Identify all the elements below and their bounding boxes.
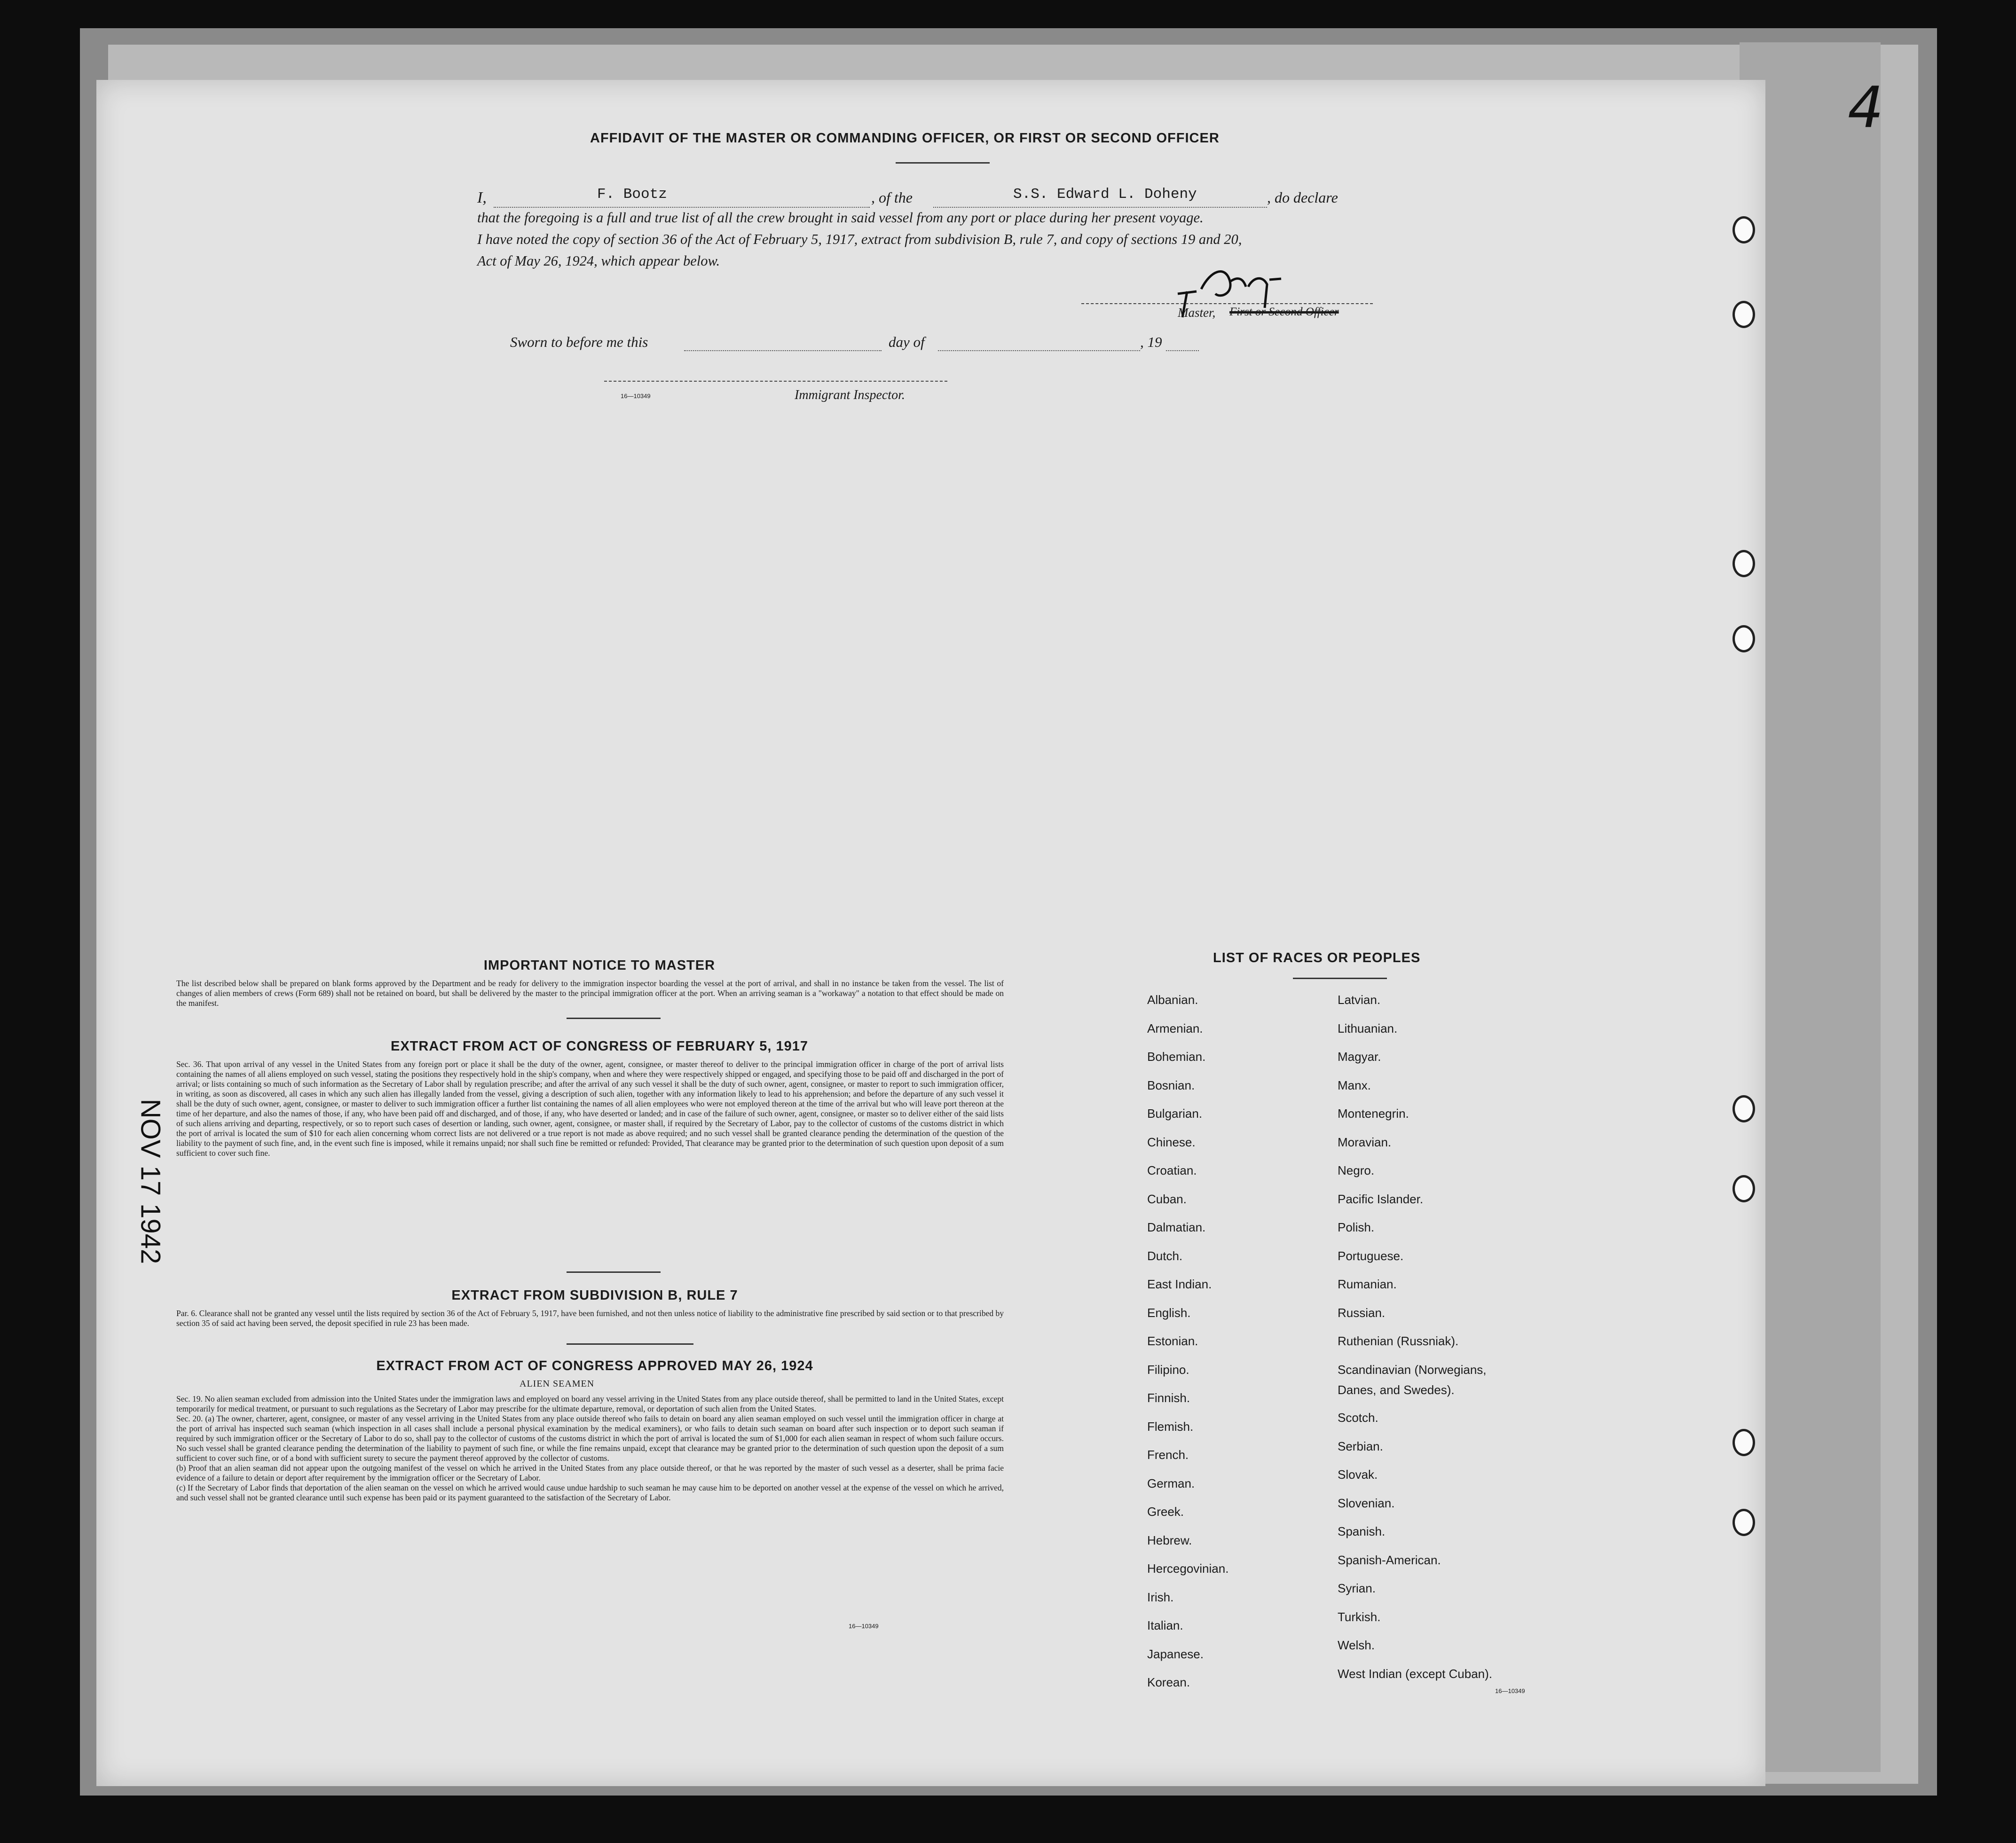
race-item: Bosnian. [1147, 1078, 1195, 1092]
sec-19-text: Sec. 19. No alien seaman excluded from admission into the United States under the immigration laws and employed on board any vessel arriving in the United States from any place outside thereof, shall be permitted to land in the United States, except temporarily for medical treatment, or pursuant to such regulations as the Secretary of Labor may prescribe for the ultimate departure, removal, or deportation of such alien from the United States. [176, 1394, 1004, 1413]
race-item: Russian. [1338, 1305, 1386, 1320]
race-item: Korean. [1147, 1675, 1190, 1689]
inspector-line [604, 381, 947, 382]
race-item: Ruthenian (Russniak). [1338, 1334, 1459, 1348]
inspector-label: Immigrant Inspector. [795, 388, 905, 402]
binder-hole [1732, 550, 1755, 577]
race-item: French. [1147, 1448, 1189, 1462]
race-item: East Indian. [1147, 1277, 1212, 1291]
race-item: Polish. [1338, 1220, 1375, 1234]
extract-1924-subtitle: ALIEN SEAMEN [520, 1379, 595, 1389]
binder-hole [1732, 1509, 1755, 1536]
binder-hole [1732, 625, 1755, 652]
race-item: Armenian. [1147, 1021, 1203, 1035]
race-item: West Indian (except Cuban). [1338, 1666, 1493, 1681]
race-item: Bohemian. [1147, 1050, 1206, 1064]
sworn-day-line [684, 350, 882, 351]
race-item: Moravian. [1338, 1135, 1392, 1149]
binder-hole [1732, 216, 1755, 243]
extract-1924-text [176, 1394, 1004, 1503]
race-item: Turkish. [1338, 1609, 1381, 1624]
race-item: Slovenian. [1338, 1496, 1395, 1510]
race-item: Magyar. [1338, 1050, 1381, 1064]
binder-hole [1732, 1175, 1755, 1202]
name-line [494, 207, 870, 208]
race-item: Italian. [1147, 1618, 1183, 1632]
race-item: Syrian. [1338, 1581, 1376, 1595]
extract-1917-rule [567, 1271, 661, 1273]
race-scandinavian-continued: Danes, and Swedes). [1338, 1383, 1455, 1397]
races-form-number: 16—10349 [1495, 1687, 1525, 1694]
race-item: Portuguese. [1338, 1248, 1404, 1263]
race-item: Spanish. [1338, 1524, 1386, 1538]
race-item: Hebrew. [1147, 1533, 1192, 1547]
form-page [96, 80, 1765, 1786]
race-item: Manx. [1338, 1078, 1371, 1092]
rule7-title: EXTRACT FROM SUBDIVISION B, RULE 7 [451, 1288, 738, 1303]
sworn-label: Sworn to before me this [510, 334, 648, 350]
sworn-year-line [1166, 350, 1199, 351]
year-prefix: , 19 [1140, 334, 1162, 350]
race-item: Rumanian. [1338, 1277, 1397, 1291]
affidavit-title: AFFIDAVIT OF THE MASTER OR COMMANDING OFFICER, OR FIRST OR SECOND OFFICER [590, 131, 1220, 146]
affidavit-line-4: Act of May 26, 1924, which appear below. [477, 253, 720, 269]
sec-20b-text: (b) Proof that an alien seaman did not appear upon the outgoing manifest of the vessel on which he arrived in the United States from any place outside thereof, or that he was reported by the master of such vessel as a deserter, shall be prima facie evidence of a failure to detain or deport after requirement by the immigration officer or the Secretary of Labor. [176, 1463, 1004, 1482]
race-item: Japanese. [1147, 1647, 1204, 1661]
affidavit-line-3: I have noted the copy of section 36 of the Act of February 5, 1917, extract from subdivision B, rule 7, and copy of sections 19 and 20, [477, 231, 1242, 247]
races-rule [1293, 978, 1387, 979]
races-title: LIST OF RACES OR PEOPLES [1213, 950, 1421, 965]
affidavit-do-declare: , do declare [1267, 189, 1338, 206]
race-item: Latvian. [1338, 993, 1381, 1007]
extract-1917-text: Sec. 36. That upon arrival of any vessel in the United States from any foreign port or place it shall be the duty of the owner, agent, consignee, or master thereof to deliver to the principal immigration officer in charge of the port of arrival lists containing the names of all aliens employed on such vessel, stating the positions they respectively hold in the ship's company, when and where they were respectively shipped or engaged, and specifying those to be paid off and discharged in the port of arrival; or lists containing so much of such information as the Secretary of Labor shall by regulation prescribe; and after the arrival of any such vessel it shall be the duty of such owner, agent, consignee, or master to report to such immigration officer, in writing, as soon as discovered, all cases in which any such alien has illegally landed from the vessel, giving a description of such alien, together with any information likely to lead to his apprehension; and before the departure of any such vessel it shall be the duty of such owner, agent, consignee, or master to deliver to such immigration officer a further list containing the names of all alien employees who were not employed thereon at the time of the arrival but who will leave port thereon at the time of her departure, and also the names of those, if any, who have been paid off and discharged, and of those, if any, who have deserted or landed; and in case of the failure of such owner, agent, consignee, or master so to deliver either of the said lists of such aliens arriving and departing, respectively, or so to report such cases of desertion or landing, such owner, agent, consignee, or master shall, if required by the Secretary of Labor, pay to the collector of customs of the customs district in which the port of arrival is located the sum of $10 for each alien concerning whom correct lists are not delivered or a true report is not made as above required; and no such vessel shall be granted clearance pending the determination of the question of the liability to the payment of such fine, and, in the event such fine is imposed, while it remains unpaid; nor shall such fine be remitted or refunded: Provided, That clearance may be granted prior to the determination of such question upon deposit of a sum sufficient to cover such fine. [176, 1059, 1004, 1158]
race-item: Estonian. [1147, 1334, 1198, 1348]
affidavit-line-2: that the foregoing is a full and true list of all the crew brought in said vessel from any port or place during her present voyage. [477, 210, 1204, 226]
race-item: Chinese. [1147, 1135, 1196, 1149]
race-item: German. [1147, 1476, 1195, 1490]
race-item: Dutch. [1147, 1248, 1183, 1263]
binder-hole [1732, 301, 1755, 328]
race-item: Filipino. [1147, 1362, 1189, 1377]
sworn-month-line [938, 350, 1140, 351]
race-item: Finnish. [1147, 1391, 1190, 1405]
extract-1917-title: EXTRACT FROM ACT OF CONGRESS OF FEBRUARY 5, 1917 [390, 1039, 809, 1054]
race-item: English. [1147, 1305, 1191, 1320]
sec-20c-text: (c) If the Secretary of Labor finds that deportation of the alien seaman on the vessel on which he arrived would cause undue hardship to such seaman he may cause him to be deported on another vessel at the expense of the vessel on which he arrived, and such vessel shall not be granted clearance until such expense has been paid or its payment guaranteed to the satisfaction of the Secretary of Labor. [176, 1483, 1004, 1502]
race-item: Scandinavian (Norwegians, [1338, 1362, 1487, 1377]
race-item: Negro. [1338, 1163, 1375, 1177]
race-item: Greek. [1147, 1505, 1184, 1519]
race-item: Hercegovinian. [1147, 1561, 1229, 1576]
struck-officer-label: First or Second Officer [1229, 306, 1339, 318]
corner-mark: 4 [1848, 75, 1884, 141]
race-item: Lithuanian. [1338, 1021, 1398, 1035]
affidavit-title-rule [896, 162, 990, 164]
vessel-line [933, 207, 1267, 208]
race-item: Cuban. [1147, 1192, 1187, 1206]
date-stamp: NOV 17 1942 [135, 1098, 166, 1264]
affidavit-form-number: 16—10349 [621, 392, 651, 400]
race-item: Dalmatian. [1147, 1220, 1206, 1234]
race-item: Montenegrin. [1338, 1106, 1409, 1121]
race-item: Spanish-American. [1338, 1553, 1441, 1567]
vessel-name: S.S. Edward L. Doheny [1013, 186, 1197, 203]
rule7-rule [567, 1343, 693, 1345]
notice-rule [567, 1018, 661, 1019]
master-label: Master, [1178, 306, 1216, 320]
affidavit-i-label: I, [477, 189, 487, 206]
notice-title: IMPORTANT NOTICE TO MASTER [483, 958, 716, 973]
binder-hole [1732, 1095, 1755, 1122]
race-item: Irish. [1147, 1590, 1174, 1604]
day-of-label: day of [889, 334, 925, 350]
master-name: F. Bootz [597, 186, 667, 203]
race-item: Serbian. [1338, 1439, 1383, 1453]
extract-1924-title: EXTRACT FROM ACT OF CONGRESS APPROVED MAY 26, 1924 [376, 1358, 813, 1373]
race-item: Pacific Islander. [1338, 1192, 1424, 1206]
sec-20a-text: Sec. 20. (a) The owner, charterer, agent, consignee, or master of any vessel arriving in the United States from any place outside thereof who fails to detain on board any alien seaman employed on such vessel until the immigration officer in charge at the port of arrival has inspected such seaman (which inspection in all cases shall include a personal physical examination by the medical examiners), or who fails to detain such seaman on board after such inspection or to deport such seaman if required by such immigration officer or the Secretary of Labor to do so, shall pay to the collector of customs of the customs district in which the port of arrival is located the sum of $1,000 for each alien seaman in respect of whom such failure occurs. No such vessel shall be granted clearance pending the determination of the liability to payment of such fine, or while the fine remains unpaid, except that clearance may be granted prior to the determination of such question upon the deposit of a sum sufficient to cover such fine, or of a bond with sufficient surety to secure the payment thereof approved by the collector of customs. [176, 1414, 1004, 1463]
race-item: Welsh. [1338, 1638, 1375, 1652]
extract-form-number: 16—10349 [849, 1623, 879, 1630]
affidavit-of-the: , of the [871, 189, 913, 206]
race-item: Albanian. [1147, 993, 1198, 1007]
master-signature [1168, 261, 1291, 331]
binder-hole [1732, 1429, 1755, 1456]
race-item: Slovak. [1338, 1467, 1378, 1482]
rule7-text: Par. 6. Clearance shall not be granted any vessel until the lists required by section 36 of the Act of February 5, 1917, have been furnished, and not then unless notice of liability to the administrative fine prescribed by said section or to that prescribed by section 35 of said act having been served, the deposit specified in rule 23 has been made. [176, 1309, 1004, 1328]
notice-text: The list described below shall be prepared on blank forms approved by the Department and be ready for delivery to the immigration inspector boarding the vessel at the port of arrival, and shall in no instance be taken from the vessel. The list of changes of alien members of crews (Form 689) shall not be retained on board, but shall be delivered by the master to the principal immigration officer at the port. When an arriving seaman is a "workaway" a notation to that effect should be made on the manifest. [176, 979, 1004, 1008]
race-item: Croatian. [1147, 1163, 1197, 1177]
race-item: Scotch. [1338, 1411, 1378, 1425]
race-item: Bulgarian. [1147, 1106, 1203, 1121]
race-item: Flemish. [1147, 1419, 1194, 1434]
signature-line [1081, 303, 1373, 304]
